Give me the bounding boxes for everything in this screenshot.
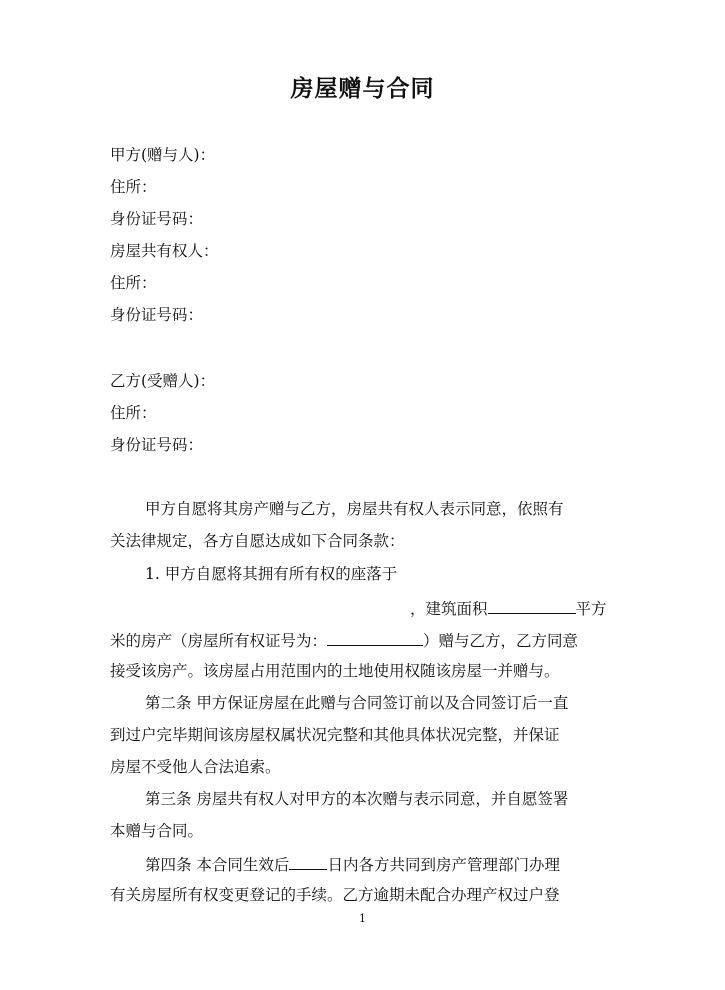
clause-1-line-1: 1. 甲方自愿将其拥有所有权的座落于	[145, 565, 398, 583]
clause-4-rest: 日内各方共同到房产管理部门办理	[327, 856, 560, 874]
party-b-label: 乙方(受赠人)：	[110, 372, 216, 390]
intro-line-2: 关法律规定，各方自愿达成如下合同条款：	[110, 532, 405, 550]
party-b-address-label: 住所：	[110, 404, 157, 422]
clause-4-line-2: 有关房屋所有权变更登记的手续。乙方逾期未配合办理产权过户登	[110, 886, 560, 904]
party-a-address-label: 住所：	[110, 178, 157, 196]
party-a-id-label: 身份证号码：	[110, 210, 204, 228]
clause-1-line-2	[410, 597, 607, 619]
co-owner-address-label: 住所：	[110, 274, 157, 292]
days-blank-field[interactable]	[289, 853, 327, 870]
clause-1-line-4: 接受该房产。该房屋占用范围内的土地使用权随该房屋一并赠与。	[110, 662, 560, 680]
party-b-id-label: 身份证号码：	[110, 436, 204, 454]
clause-2-line-1: 第二条 甲方保证房屋在此赠与合同签订前以及合同签订后一直	[145, 694, 569, 712]
party-a-label: 甲方(赠与人)：	[110, 146, 216, 164]
co-owner-id-label: 身份证号码：	[110, 306, 204, 324]
page-number: 1	[359, 912, 366, 925]
clause-2-line-3: 房屋不受他人合法追索。	[110, 758, 281, 776]
co-owner-label: 房屋共有权人：	[110, 242, 219, 260]
area-blank-field[interactable]	[488, 597, 576, 614]
clause-1-line-3	[110, 629, 578, 651]
certificate-number-blank-field[interactable]	[327, 629, 423, 646]
intro-line-1: 甲方自愿将其房产赠与乙方，房屋共有权人表示同意，依照有	[145, 500, 564, 518]
clause-1-area-unit: 平方	[575, 600, 607, 618]
clause-3-line-2: 本赠与合同。	[110, 822, 204, 840]
clause-4-start: 第四条 本合同生效后	[145, 856, 290, 874]
clause-1-cert-label: 米的房产（房屋所有权证号为：	[110, 632, 328, 650]
clause-2-line-2: 到过户完毕期间该房屋权属状况完整和其他具体状况完整，并保证	[110, 726, 560, 744]
clause-4-line-1	[145, 853, 560, 875]
clause-1-area-label: ，建筑面积	[410, 600, 488, 618]
clause-3-line-1: 第三条 房屋共有权人对甲方的本次赠与表示同意，并自愿签署	[145, 790, 569, 808]
document-title: 房屋赠与合同	[290, 75, 435, 102]
clause-1-cert-suffix: ）赠与乙方，乙方同意	[423, 632, 579, 650]
